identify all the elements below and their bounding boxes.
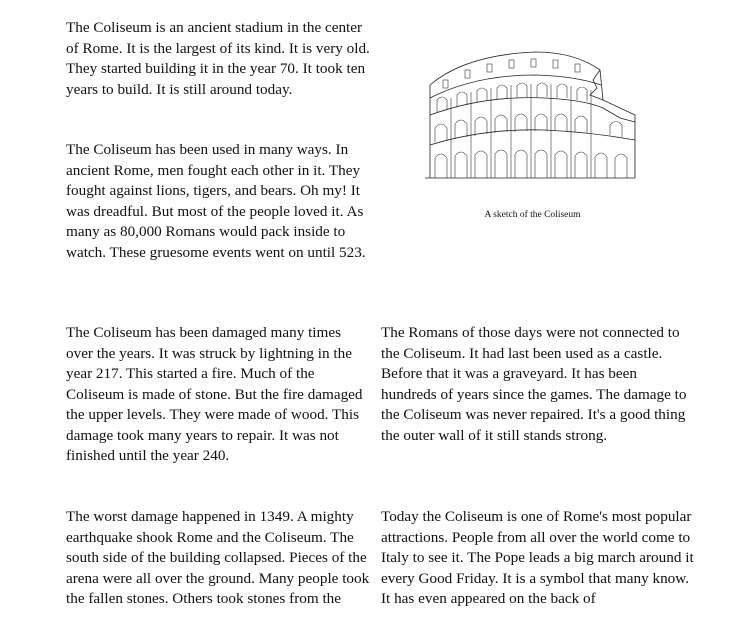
coliseum-sketch bbox=[425, 40, 640, 185]
paragraph-intro: The Coliseum is an ancient stadium in the center of Rome. It is the largest of its kind. It is very old. They started building it in the year 70. It took ten years to build. It is still around today. bbox=[66, 19, 370, 98]
paragraph-uses: The Coliseum has been used in many ways. In ancient Rome, men fought each other in it. They fought against lions, tigers, and bears. Oh my! It was dreadful. But most of the people loved it. As many as 80,000 Romans would pack inside to watch. These gruesome events went on until 523. bbox=[66, 141, 366, 261]
paragraph-earthquake: The worst damage happened in 1349. A mighty earthquake shook Rome and the Coliseum. The south side of the building collapsed. Pieces of the arena were all over the ground. Many people took the fallen stones. Others took stones from the bbox=[66, 508, 370, 607]
paragraph-damage: The Coliseum has been damaged many times over the years. It was struck by lightning in the year 217. This started a fire. Much of the Coliseum is made of stone. But the fire damaged the upper levels. They were made of wood. This damage took many years to repair. It was not finished until the year 240. bbox=[66, 324, 363, 464]
paragraph-romans: The Romans of those days were not connected to the Coliseum. It had last been used as a castle. Before that it was a graveyard. It has been hundreds of years since the games. The damage to the Coliseum was never repaired. It's a good thing the outer wall of it still stands strong. bbox=[381, 324, 687, 444]
coliseum-sketch-icon bbox=[425, 40, 640, 185]
figure-caption: A sketch of the Coliseum bbox=[484, 210, 581, 220]
paragraph-today: Today the Coliseum is one of Rome's most popular attractions. People from all over the world come to Italy to see it. The Pope leads a big march around it every Good Friday. It is a symbol that many know. It has even appeared on the back of bbox=[381, 508, 694, 607]
